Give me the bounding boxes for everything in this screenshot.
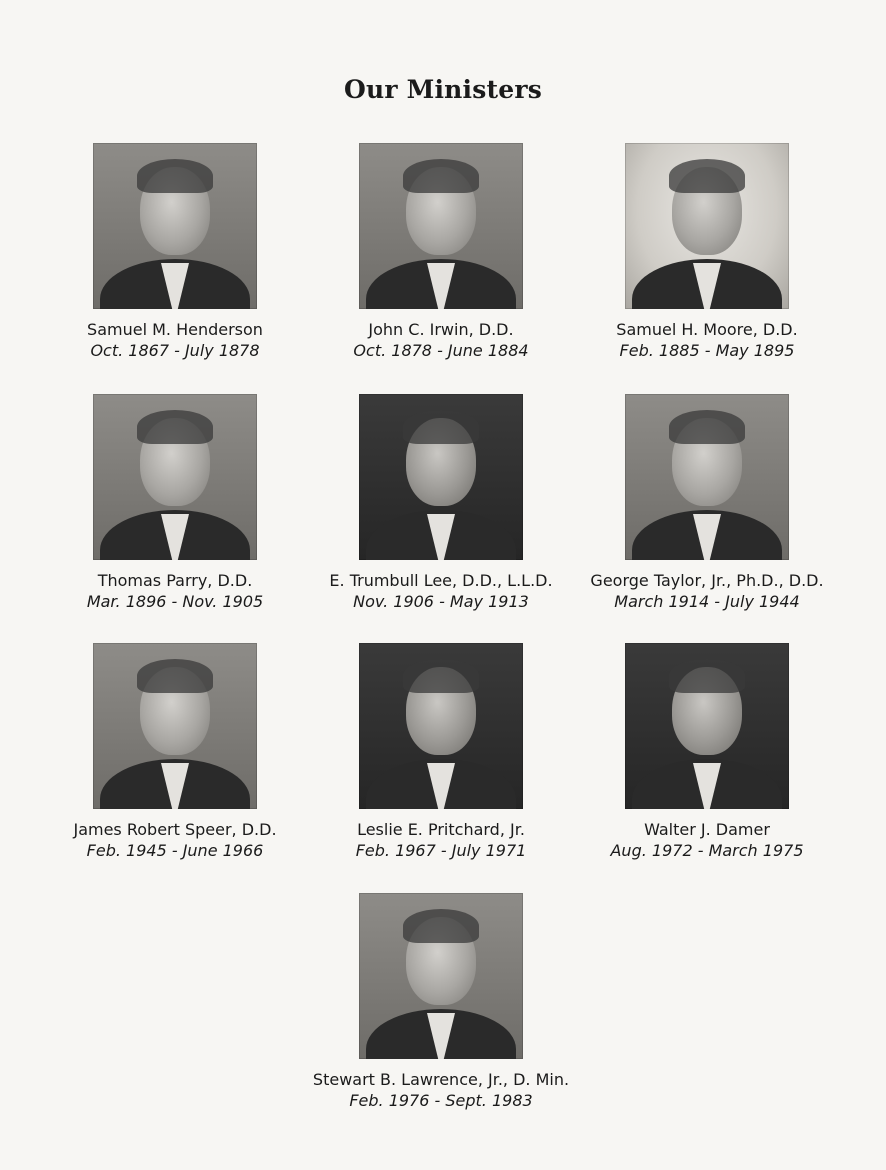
minister-portrait bbox=[359, 893, 523, 1059]
minister-portrait bbox=[93, 394, 257, 560]
minister-card bbox=[311, 893, 571, 1111]
minister-tenure: Feb. 1885 - May 1895 bbox=[619, 341, 795, 360]
minister-card bbox=[577, 394, 837, 612]
minister-tenure: Mar. 1896 - Nov. 1905 bbox=[86, 592, 264, 611]
minister-portrait bbox=[359, 143, 523, 309]
minister-card bbox=[577, 143, 837, 361]
minister-tenure: Aug. 1972 - March 1975 bbox=[610, 841, 804, 860]
minister-portrait bbox=[93, 143, 257, 309]
minister-card bbox=[311, 643, 571, 861]
minister-tenure: March 1914 - July 1944 bbox=[614, 592, 800, 611]
minister-card bbox=[45, 643, 305, 861]
minister-portrait bbox=[93, 643, 257, 809]
minister-portrait bbox=[625, 143, 789, 309]
minister-name: Samuel H. Moore, D.D. bbox=[616, 320, 798, 339]
minister-name: John C. Irwin, D.D. bbox=[368, 320, 514, 339]
minister-portrait bbox=[359, 394, 523, 560]
minister-name: Leslie E. Pritchard, Jr. bbox=[357, 820, 525, 839]
minister-name: Stewart B. Lawrence, Jr., D. Min. bbox=[312, 1070, 570, 1089]
minister-card bbox=[45, 394, 305, 612]
minister-portrait bbox=[625, 643, 789, 809]
minister-name: George Taylor, Jr., Ph.D., D.D. bbox=[590, 571, 824, 590]
minister-tenure: Feb. 1945 - June 1966 bbox=[86, 841, 264, 860]
minister-tenure: Feb. 1967 - July 1971 bbox=[355, 841, 527, 860]
minister-portrait bbox=[625, 394, 789, 560]
minister-name: Walter J. Damer bbox=[644, 820, 770, 839]
minister-tenure: Nov. 1906 - May 1913 bbox=[353, 592, 529, 611]
minister-name: James Robert Speer, D.D. bbox=[73, 820, 277, 839]
minister-tenure: Oct. 1867 - July 1878 bbox=[90, 341, 260, 360]
page-title: Our Ministers bbox=[343, 74, 543, 104]
minister-card bbox=[311, 394, 571, 612]
minister-card bbox=[45, 143, 305, 361]
minister-portrait bbox=[359, 643, 523, 809]
minister-name: Thomas Parry, D.D. bbox=[97, 571, 253, 590]
minister-tenure: Oct. 1878 - June 1884 bbox=[353, 341, 529, 360]
minister-card bbox=[311, 143, 571, 361]
minister-name: E. Trumbull Lee, D.D., L.L.D. bbox=[329, 571, 553, 590]
minister-tenure: Feb. 1976 - Sept. 1983 bbox=[349, 1091, 533, 1110]
minister-name: Samuel M. Henderson bbox=[87, 320, 263, 339]
minister-card bbox=[577, 643, 837, 861]
